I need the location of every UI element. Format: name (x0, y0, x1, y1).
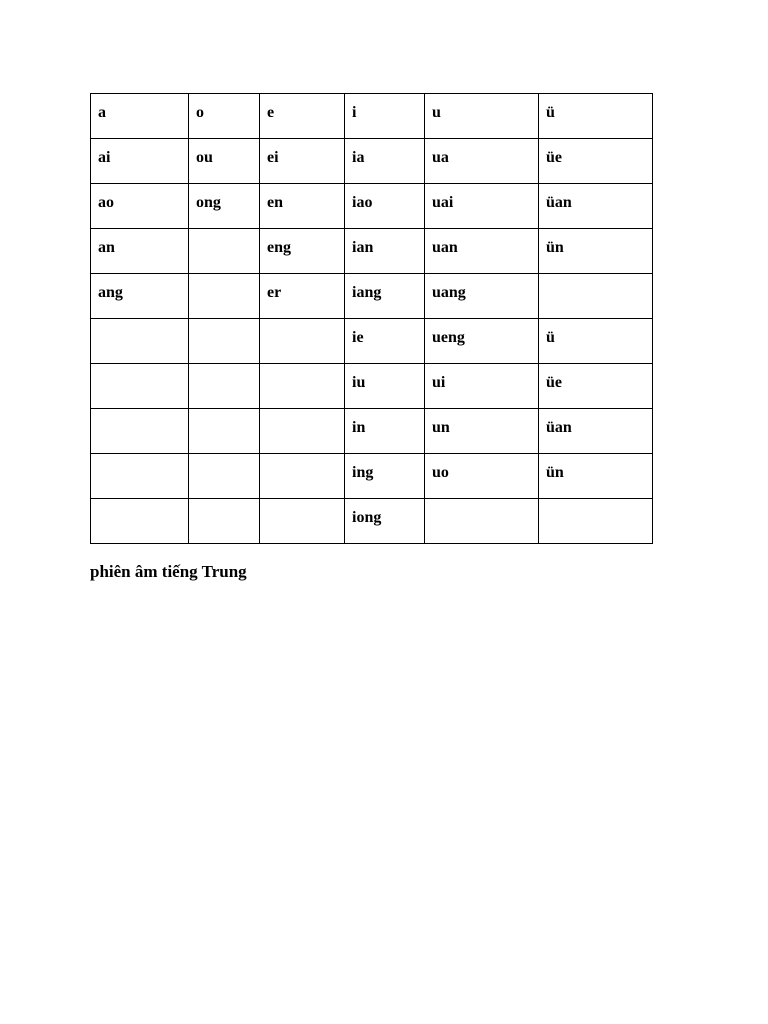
table-cell (189, 139, 260, 184)
table-cell (91, 94, 189, 139)
cell-text: iu (352, 374, 366, 391)
table-cell (345, 274, 425, 319)
table-cell (539, 184, 653, 229)
table-cell (539, 94, 653, 139)
table-cell (260, 229, 345, 274)
table-cell (91, 139, 189, 184)
table-cell (539, 229, 653, 274)
pinyin-table-body (91, 94, 653, 544)
table-cell (189, 319, 260, 364)
table-cell (260, 139, 345, 184)
table-cell (260, 274, 345, 319)
table-cell (260, 319, 345, 364)
table-cell (425, 409, 539, 454)
table-row (91, 319, 653, 364)
table-cell (425, 184, 539, 229)
cell-text: en (267, 194, 283, 211)
table-cell (260, 364, 345, 409)
table-cell (425, 274, 539, 319)
table-cell (539, 319, 653, 364)
table-row (91, 364, 653, 409)
table-cell (425, 454, 539, 499)
cell-text: uang (432, 284, 466, 301)
cell-text (267, 499, 344, 510)
table-row (91, 229, 653, 274)
table-row (91, 274, 653, 319)
cell-text (546, 274, 652, 285)
cell-text: ian (352, 239, 374, 256)
cell-text: ia (352, 149, 365, 166)
table-cell (260, 94, 345, 139)
cell-text (196, 229, 259, 240)
cell-text (196, 364, 259, 375)
cell-text: in (352, 419, 366, 436)
cell-text (267, 319, 344, 330)
table-row (91, 454, 653, 499)
cell-text (196, 274, 259, 285)
table-cell (425, 94, 539, 139)
cell-text: i (352, 104, 357, 121)
table-cell (91, 499, 189, 544)
table-cell (260, 454, 345, 499)
cell-text (98, 409, 188, 420)
cell-text: üan (546, 419, 572, 436)
cell-text: uo (432, 464, 449, 481)
cell-text: iong (352, 509, 382, 526)
cell-text: eng (267, 239, 291, 256)
cell-text: ün (546, 464, 564, 481)
cell-text (432, 499, 538, 510)
table-cell (539, 274, 653, 319)
table-cell (91, 274, 189, 319)
pinyin-finals-table (90, 93, 653, 544)
cell-text (267, 454, 344, 465)
table-cell (425, 499, 539, 544)
table-cell (189, 364, 260, 409)
table-cell (345, 184, 425, 229)
cell-text: e (267, 104, 275, 121)
cell-text: üe (546, 374, 562, 391)
cell-text: ü (546, 104, 555, 121)
cell-text: ai (98, 149, 111, 166)
table-cell (91, 184, 189, 229)
table-cell (539, 364, 653, 409)
table-cell (189, 184, 260, 229)
cell-text: u (432, 104, 441, 121)
table-cell (425, 139, 539, 184)
table-cell (189, 274, 260, 319)
table-cell (189, 409, 260, 454)
cell-text: ua (432, 149, 449, 166)
table-cell (189, 499, 260, 544)
cell-text (98, 499, 188, 510)
cell-text: ong (196, 194, 221, 211)
table-row (91, 94, 653, 139)
cell-text (196, 409, 259, 420)
table-cell (345, 319, 425, 364)
table-cell (91, 454, 189, 499)
cell-text: üan (546, 194, 572, 211)
cell-text: er (267, 284, 282, 301)
table-cell (345, 364, 425, 409)
table-cell (189, 454, 260, 499)
table-cell (539, 139, 653, 184)
cell-text (98, 454, 188, 465)
cell-text: ü (546, 329, 555, 346)
cell-text: a (98, 104, 106, 121)
table-row (91, 499, 653, 544)
cell-text: ei (267, 149, 279, 166)
cell-text (267, 364, 344, 375)
cell-text: ou (196, 149, 213, 166)
cell-text (98, 364, 188, 375)
table-cell (345, 454, 425, 499)
table-caption: phiên âm tiếng Trung (90, 562, 247, 581)
cell-text: ueng (432, 329, 465, 346)
table-cell (345, 499, 425, 544)
table-cell (91, 409, 189, 454)
cell-text: ün (546, 239, 564, 256)
table-row (91, 139, 653, 184)
cell-text: iao (352, 194, 373, 211)
table-cell (345, 229, 425, 274)
table-cell (260, 184, 345, 229)
table-cell (91, 364, 189, 409)
table-cell (425, 229, 539, 274)
cell-text (196, 319, 259, 330)
cell-text (196, 499, 259, 510)
table-cell (260, 409, 345, 454)
table-cell (189, 229, 260, 274)
cell-text: ao (98, 194, 114, 211)
table-cell (189, 94, 260, 139)
cell-text: an (98, 239, 115, 256)
table-cell (425, 364, 539, 409)
table-cell (539, 454, 653, 499)
table-cell (539, 499, 653, 544)
table-row (91, 184, 653, 229)
cell-text: ui (432, 374, 446, 391)
table-cell (91, 319, 189, 364)
cell-text: uan (432, 239, 458, 256)
cell-text: üe (546, 149, 562, 166)
cell-text (546, 499, 652, 510)
cell-text (98, 319, 188, 330)
cell-text: ang (98, 284, 123, 301)
table-cell (425, 319, 539, 364)
cell-text: uai (432, 194, 454, 211)
cell-text: ing (352, 464, 374, 481)
table-cell (345, 94, 425, 139)
cell-text: un (432, 419, 450, 436)
cell-text: ie (352, 329, 364, 346)
table-cell (539, 409, 653, 454)
table-cell (345, 409, 425, 454)
table-cell (345, 139, 425, 184)
table-row (91, 409, 653, 454)
cell-text: o (196, 104, 204, 121)
table-cell (91, 229, 189, 274)
cell-text: iang (352, 284, 382, 301)
cell-text (267, 409, 344, 420)
cell-text (196, 454, 259, 465)
table-cell (260, 499, 345, 544)
